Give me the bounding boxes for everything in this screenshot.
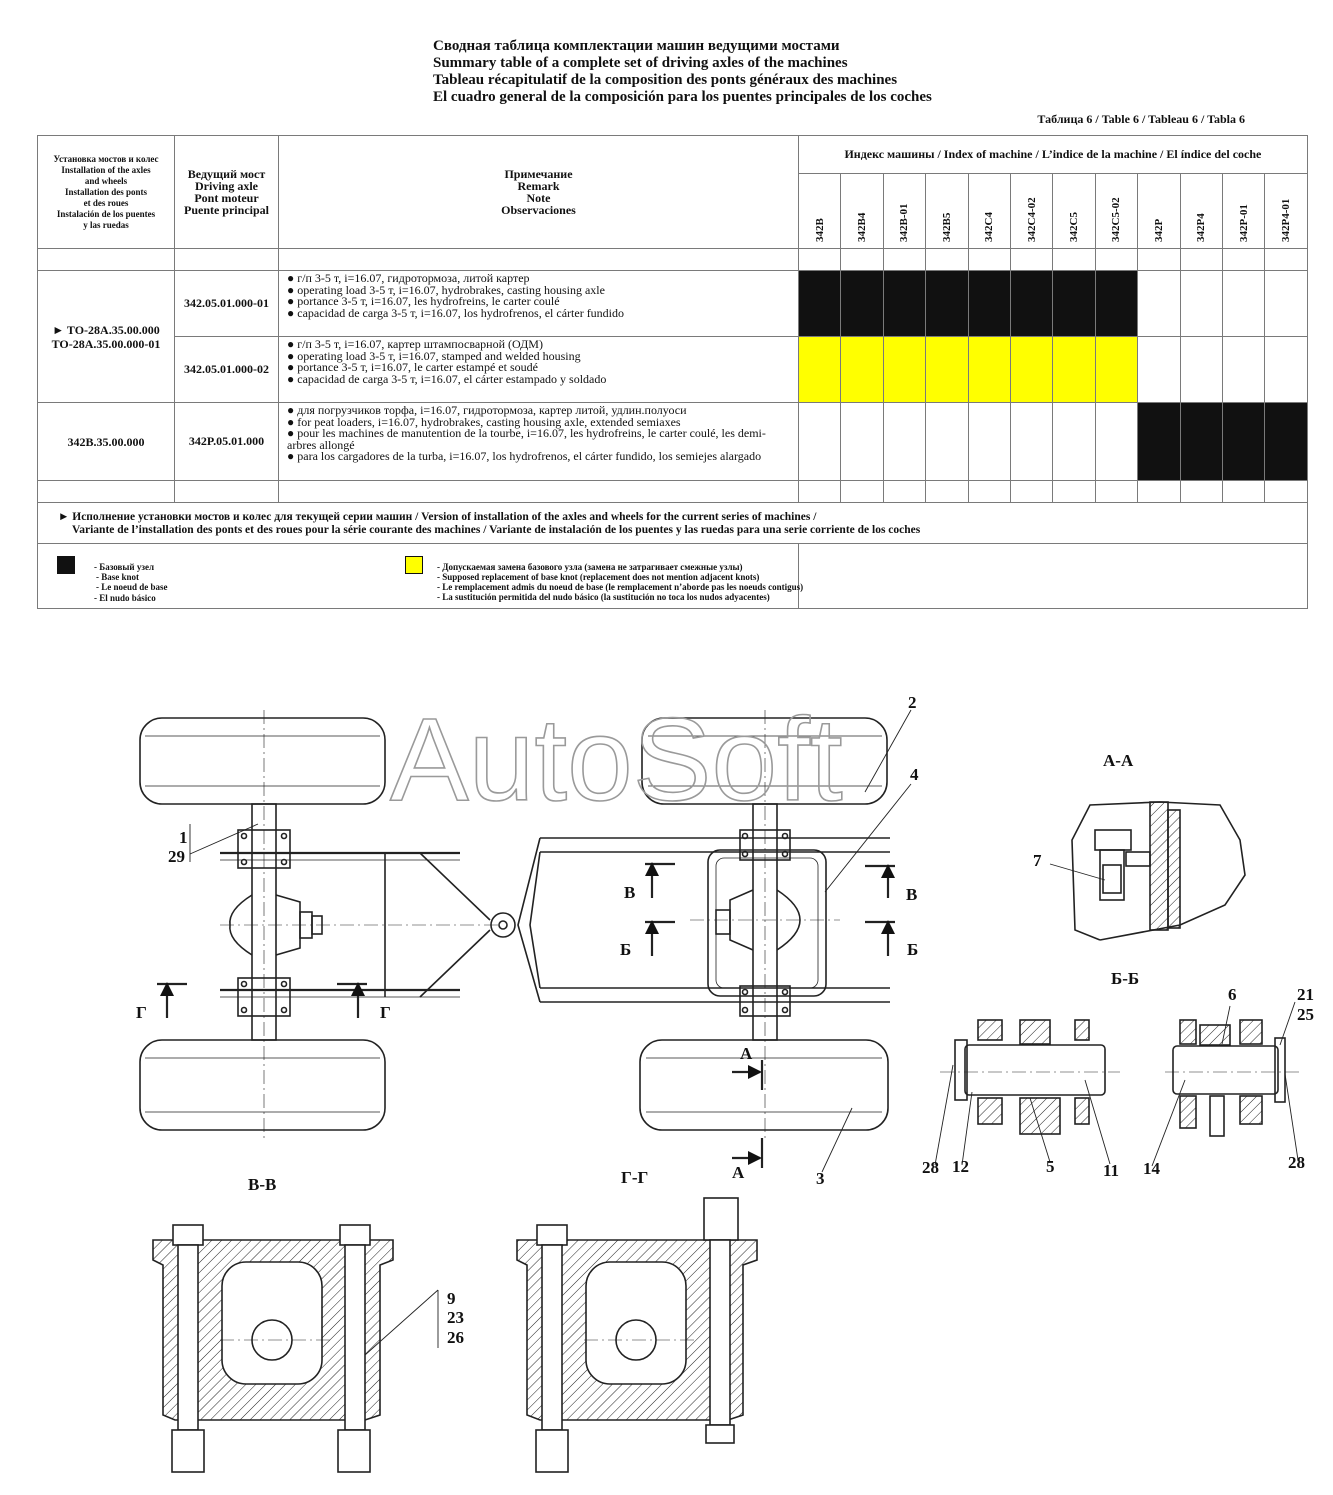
machine-col-342C4-02: 342C4-02 <box>1010 174 1052 249</box>
legend-yellow-swatch <box>405 556 423 574</box>
label-25: 25 <box>1297 1005 1314 1024</box>
matrix-cell <box>1138 337 1180 403</box>
title-fr: Tableau récapitulatif de la composition des ponts généraux des machines <box>433 72 898 88</box>
label-12: 12 <box>952 1157 969 1176</box>
matrix-cell <box>1095 403 1137 481</box>
axle-summary-table <box>37 135 1308 609</box>
matrix-cell <box>1180 271 1222 337</box>
installation-cell-2: 342B.35.00.000 <box>38 403 175 481</box>
matrix-cell <box>1010 271 1052 337</box>
matrix-cell <box>883 403 925 481</box>
header-axle: Ведущий мост Driving axle Pont moteur Puente principal <box>175 136 279 249</box>
footnote-current-series: ► Исполнение установки мостов и колес для текущей серии машин / Version of installation of the axles and wheels for the current series of machines / Variante de l’installation des ponts et des roues pour la série courante des machines / Variante de instalación de los puentes y las ruedas para una serie corriente de los coches <box>38 503 1308 544</box>
matrix-cell <box>926 271 968 337</box>
matrix-cell <box>1222 337 1264 403</box>
title-en: Summary table of a complete set of driving axles of the machines <box>433 55 848 71</box>
label-23: 23 <box>447 1308 464 1327</box>
machine-col-342P: 342P <box>1138 174 1180 249</box>
matrix-cell <box>1265 403 1308 481</box>
axle-frame-box <box>708 850 826 996</box>
legend-repl-en: - Supposed replacement of base knot (replacement does not mention adjacent knots) <box>437 572 760 582</box>
legend-repl-fr: - Le remplacement admis du noeud de base (le remplacement n’aborde pas les noeuds contigus) <box>437 582 804 592</box>
section-aa-view <box>1072 802 1245 940</box>
label-28-right: 28 <box>1288 1153 1305 1172</box>
label-21: 21 <box>1297 985 1314 1004</box>
axle-installation-drawing <box>0 640 1333 1495</box>
spacer-row <box>38 481 1308 503</box>
wheel-bottom-right <box>640 1040 888 1130</box>
label-g-right: Г <box>380 1003 391 1022</box>
header-remark: Примечание Remark Note Observaciones <box>279 136 799 249</box>
machine-col-342C5: 342C5 <box>1053 174 1095 249</box>
label-b-left: Б <box>620 940 632 959</box>
bb-pin-right <box>1173 1046 1278 1094</box>
machine-col-342B: 342B <box>799 174 841 249</box>
footnote-row <box>38 503 1308 544</box>
machine-col-342B5: 342B5 <box>926 174 968 249</box>
label-5: 5 <box>1046 1157 1055 1176</box>
matrix-cell <box>1010 337 1052 403</box>
matrix-cell <box>1138 403 1180 481</box>
section-vv-view <box>153 1225 393 1472</box>
label-v-left: В <box>624 883 636 902</box>
matrix-cell <box>1265 337 1308 403</box>
label-6: 6 <box>1228 985 1237 1004</box>
matrix-cell <box>799 271 841 337</box>
arrowheads <box>160 862 895 1165</box>
table-row <box>38 271 1308 337</box>
remark-cell: ● г/п 3-5 т, i=16.07, гидротормоза, литой картер ● operating load 3-5 т, i=16.07, hydrobrakes, casting housing axle ● portance 3-5 т, i=16.07, les hydrofreins, le carter coulé ● capacidad de carga 3-5 т, i=16.07, los hydrofrenos, el cárter fundido <box>279 271 799 337</box>
label-a-bottom: А <box>732 1163 745 1182</box>
label-aa-title: А-А <box>1103 751 1134 770</box>
legend-base-fr: - Le noeud de base <box>96 582 168 592</box>
label-1: 1 <box>179 828 188 847</box>
watermark-text: AutoSoft <box>390 694 843 826</box>
axle-cell: 342P.05.01.000 <box>175 403 279 481</box>
label-29: 29 <box>168 847 185 866</box>
matrix-cell <box>968 337 1010 403</box>
matrix-cell <box>841 271 883 337</box>
label-7: 7 <box>1033 851 1042 870</box>
label-4: 4 <box>910 765 919 784</box>
section-gg-view <box>517 1198 757 1472</box>
table-reference: Таблица 6 / Table 6 / Tableau 6 / Tabla 6 <box>1037 112 1245 126</box>
legend-cell-left <box>38 544 804 609</box>
matrix-cell <box>1053 271 1095 337</box>
machine-col-342P-01: 342P-01 <box>1222 174 1264 249</box>
legend-black-swatch <box>57 556 75 574</box>
matrix-cell <box>1222 403 1264 481</box>
spacer-row <box>38 249 1308 271</box>
label-gg-title: Г-Г <box>621 1168 649 1187</box>
label-bb-title: Б-Б <box>1111 969 1140 988</box>
matrix-cell <box>968 271 1010 337</box>
machine-col-342C5-02: 342C5-02 <box>1095 174 1137 249</box>
label-11: 11 <box>1103 1161 1120 1180</box>
remark-cell: ● для погрузчиков торфа, i=16.07, гидротормоза, картер литой, удлин.полуоси ● for peat loaders, i=16.07, hydrobrakes, casting housing axle, extended semiaxes ● pour les machines de manutention de la tourbe, i=16.07, les hydrofreins, le carter coulé, les demi-arbres allongé ● para los cargadores de la turba, i=16.07, los hydrofrenos, el cárter fundido, los semiejes alargado <box>279 403 799 481</box>
matrix-cell <box>841 403 883 481</box>
matrix-cell <box>1180 337 1222 403</box>
section-bb-view <box>940 1020 1300 1136</box>
remark-cell: ● г/п 3-5 т, i=16.07, картер штампосварной (ОДМ) ● operating load 3-5 т, i=16.07, stamped and welded housing ● portance 3-5 т, i=16.07, le carter estampé et soudé ● capacidad de carga 3-5 т, i=16.07, el cárter estampado y soldado <box>279 337 799 403</box>
axle-cell: 342.05.01.000-01 <box>175 271 279 337</box>
label-v-right: В <box>906 885 918 904</box>
machine-col-342B-01: 342B-01 <box>883 174 925 249</box>
label-2: 2 <box>908 693 917 712</box>
matrix-cell <box>883 271 925 337</box>
legend-row <box>38 544 1308 609</box>
label-g-left: Г <box>136 1003 147 1022</box>
legend-repl-ru: - Допускаемая замена базового узла (замена не затрагивает смежные узлы) <box>437 562 743 572</box>
matrix-cell <box>1095 271 1137 337</box>
matrix-cell <box>1180 403 1222 481</box>
matrix-cell <box>1265 271 1308 337</box>
matrix-cell <box>841 337 883 403</box>
label-28-left: 28 <box>922 1158 939 1177</box>
axle-cell: 342.05.01.000-02 <box>175 337 279 403</box>
machine-col-342C4: 342C4 <box>968 174 1010 249</box>
legend-cell-right <box>799 544 1308 609</box>
label-26: 26 <box>447 1328 464 1347</box>
table-row <box>38 403 1308 481</box>
legend-repl-es: - La sustitución permitida del nudo básico (la sustitución no toca los nudos adyacentes) <box>437 592 770 602</box>
machine-col-342P4-01: 342P4-01 <box>1265 174 1308 249</box>
matrix-cell <box>799 403 841 481</box>
label-9: 9 <box>447 1289 456 1308</box>
label-vv-title: В-В <box>248 1175 277 1194</box>
matrix-cell <box>1095 337 1137 403</box>
matrix-cell <box>1222 271 1264 337</box>
machine-col-342P4: 342P4 <box>1180 174 1222 249</box>
legend-base-es: - El nudo básico <box>94 593 156 603</box>
wheel-top-left <box>140 718 385 804</box>
matrix-cell <box>1010 403 1052 481</box>
legend-base-en: - Base knot <box>96 572 140 582</box>
table-row <box>38 337 1308 403</box>
header-machine-index: Индекс машины / Index of machine / L’indice de la machine / El índice del coche <box>799 136 1308 174</box>
label-b-right: Б <box>907 940 919 959</box>
bb-pin-left <box>965 1045 1105 1095</box>
label-3: 3 <box>816 1169 825 1188</box>
matrix-cell <box>1138 271 1180 337</box>
summary-titles <box>433 38 932 106</box>
matrix-cell <box>926 403 968 481</box>
label-14: 14 <box>1143 1159 1160 1178</box>
label-a-top: А <box>740 1044 753 1063</box>
wheel-bottom-left <box>140 1040 385 1130</box>
matrix-cell <box>1053 337 1095 403</box>
matrix-cell <box>926 337 968 403</box>
matrix-cell <box>1053 403 1095 481</box>
machine-col-342B4: 342B4 <box>841 174 883 249</box>
matrix-cell <box>799 337 841 403</box>
matrix-cell <box>968 403 1010 481</box>
installation-cell-1: ► TO-28A.35.00.000 TO-28A.35.00.000-01 <box>38 271 175 403</box>
title-es: El cuadro general de la composición para los puentes principales de los coches <box>433 89 932 105</box>
matrix-cell <box>883 337 925 403</box>
legend-base-ru: - Базовый узел <box>94 562 155 572</box>
header-installation: Установка мостов и колес Installation of the axles and wheels Installation des ponts et des roues Instalación de los puentes y las ruedas <box>38 136 175 249</box>
title-ru: Сводная таблица комплектации машин ведущими мостами <box>433 38 840 54</box>
aa-wall <box>1150 802 1168 930</box>
